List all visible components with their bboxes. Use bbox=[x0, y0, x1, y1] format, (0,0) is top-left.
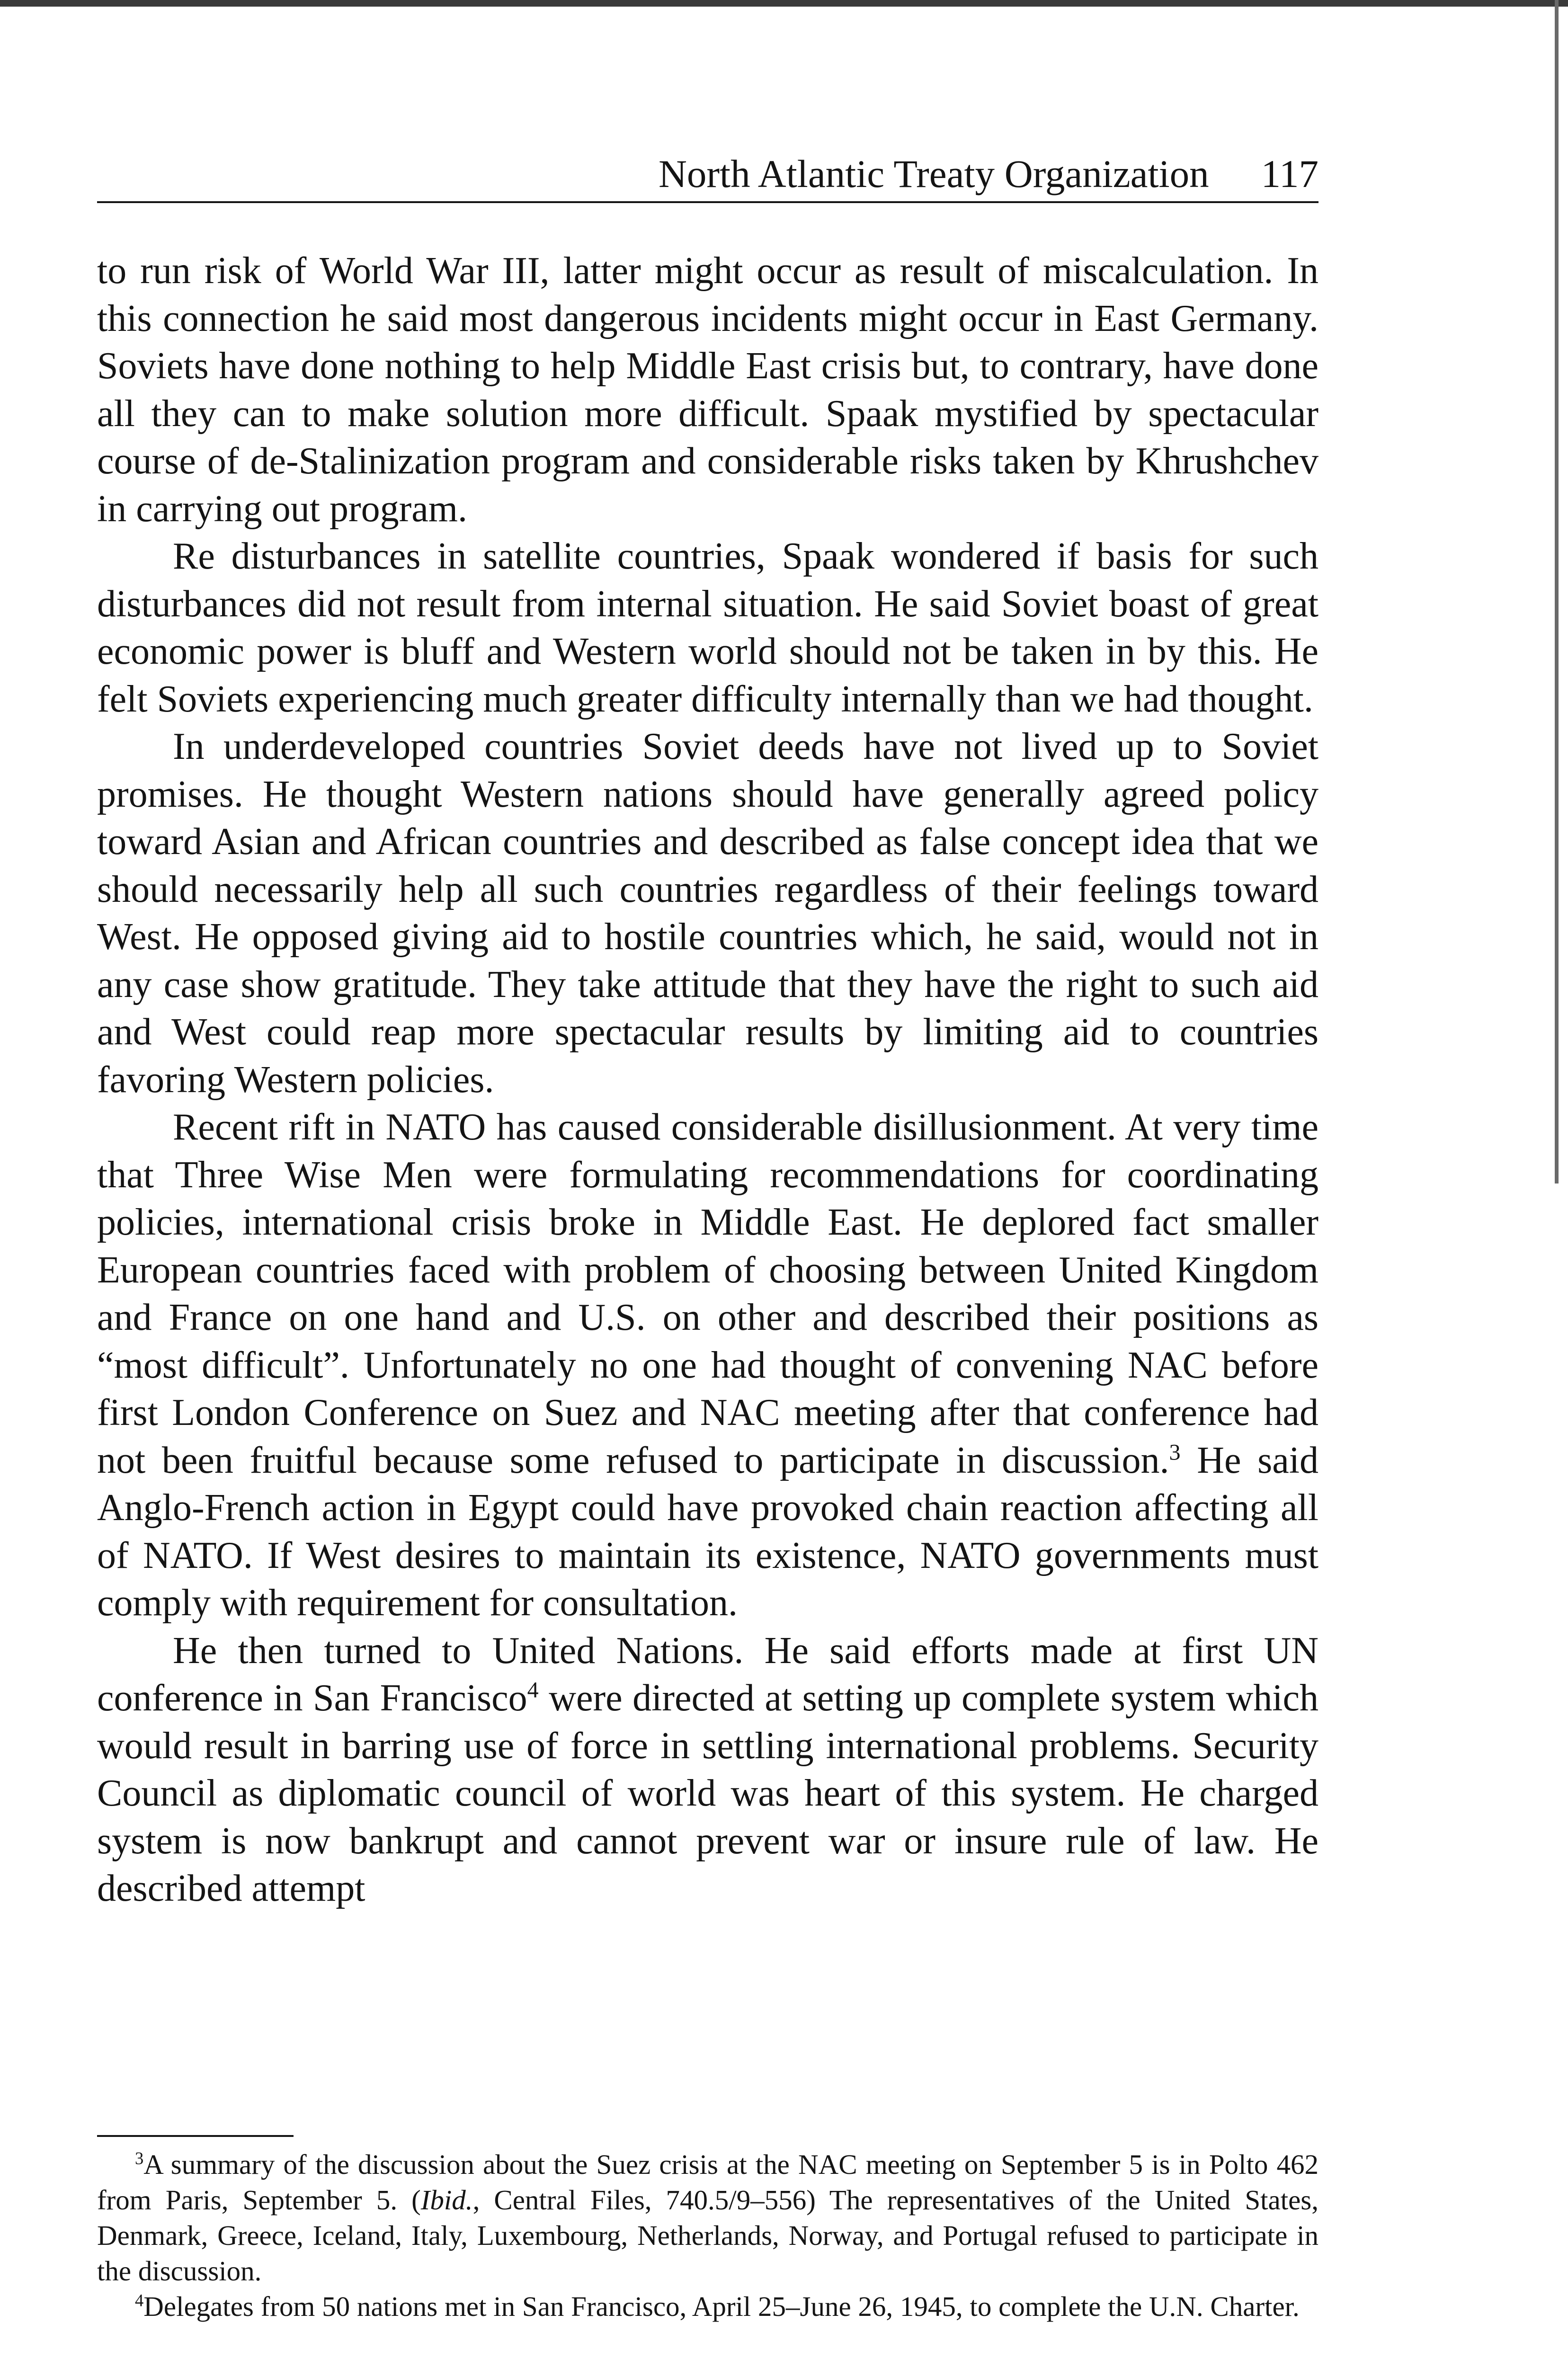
footnote-3 bbox=[97, 2147, 1319, 2289]
footnote-rule bbox=[97, 2135, 294, 2137]
paragraph-4-part-1: Recent rift in NATO has caused considerable disillusionment. At very time that Three Wise Men were formulating recommendations for coordinating policies, international crisis broke in Middle East. He deplored fact smaller European countries faced with problem of choosing between United Kingdom and France on one hand and U.S. on other and described their positions as “most difficult”. Unfortunately no one had thought of convening NAC before first London Conference on Suez and NAC meeting after that conference had not been fruitful because some refused to participate in discussion. bbox=[97, 1106, 1319, 1481]
paragraph-5 bbox=[97, 1627, 1319, 1913]
running-title: North Atlantic Treaty Organization bbox=[658, 152, 1209, 196]
footnote-3-text-part-1: A summary of the discussion about the Suez crisis at the NAC meeting on September 5 is in Polto 462 from Paris, September 5. ( bbox=[97, 2149, 1319, 2216]
footnote-ref-3[interactable]: 3 bbox=[1169, 1439, 1181, 1465]
footnote-4-marker: 4 bbox=[135, 2290, 144, 2310]
footnote-3-text-part-2: , Central Files, 740.5/9–556) The representatives of the United States, Denmark, Greece, Iceland, Italy, Luxembourg, Netherlands, Norway, and Portugal refused to participate in the discussion. bbox=[97, 2184, 1319, 2287]
paragraph-4 bbox=[97, 1103, 1319, 1627]
paragraph-5-part-2: were directed at setting up complete system which would result in barring use of force in settling international problems. Security Council as diplomatic council of world was heart of this system. He charged system is now bankrupt and cannot prevent war or insure rule of law. He described attempt bbox=[97, 1677, 1319, 1909]
paragraph-3: In underdeveloped countries Soviet deeds have not lived up to Soviet promises. He thought Western nations should have generally agreed policy toward Asian and African countries and described as false concept idea that we should necessarily help all such countries regardless of their feelings toward West. He opposed giving aid to hostile countries which, he said, would not in any case show gratitude. They take attitude that they have the right to such aid and West could reap more spectacular results by limiting aid to countries favoring Western policies. bbox=[97, 726, 1319, 1101]
paragraph-5-part-1: He then turned to United Nations. He said efforts made at first UN conference in San Francisco bbox=[97, 1629, 1319, 1719]
paragraph-4-part-2: He said Anglo-French action in Egypt could have provoked chain reaction affecting all of NATO. If West desires to maintain its existence, NATO governments must comply with requirement for consultation. bbox=[97, 1439, 1319, 1624]
footnote-3-ibid: Ibid. bbox=[420, 2184, 473, 2216]
page-number: 117 bbox=[1261, 152, 1319, 196]
page-right-edge bbox=[1555, 0, 1559, 1184]
footnote-4 bbox=[97, 2289, 1319, 2324]
footnote-4-text: Delegates from 50 nations met in San Francisco, April 25–June 26, 1945, to complete the U.N. Charter. bbox=[143, 2291, 1300, 2322]
page-top-edge bbox=[0, 0, 1568, 7]
running-header bbox=[97, 142, 1319, 203]
paragraph-1: to run risk of World War III, latter might occur as result of miscalculation. In this connection he said most dangerous incidents might occur in East Germany. Soviets have done nothing to help Middle East crisis but, to contrary, have done all they can to make solution more difficult. Spaak mystified by spectacular course of de-Stalinization program and considerable risks taken by Khrushchev in carrying out program. bbox=[97, 250, 1319, 530]
footnote-ref-4[interactable]: 4 bbox=[527, 1677, 539, 1703]
body-text bbox=[97, 247, 1319, 1913]
footnote-3-marker: 3 bbox=[135, 2148, 144, 2168]
paragraph-2: Re disturbances in satellite countries, Spaak wondered if basis for such disturbances did not result from internal situation. He said Soviet boast of great economic power is bluff and Western world should not be taken in by this. He felt Soviets experiencing much greater difficulty internally than we had thought. bbox=[97, 535, 1319, 720]
footnotes bbox=[97, 2147, 1319, 2324]
